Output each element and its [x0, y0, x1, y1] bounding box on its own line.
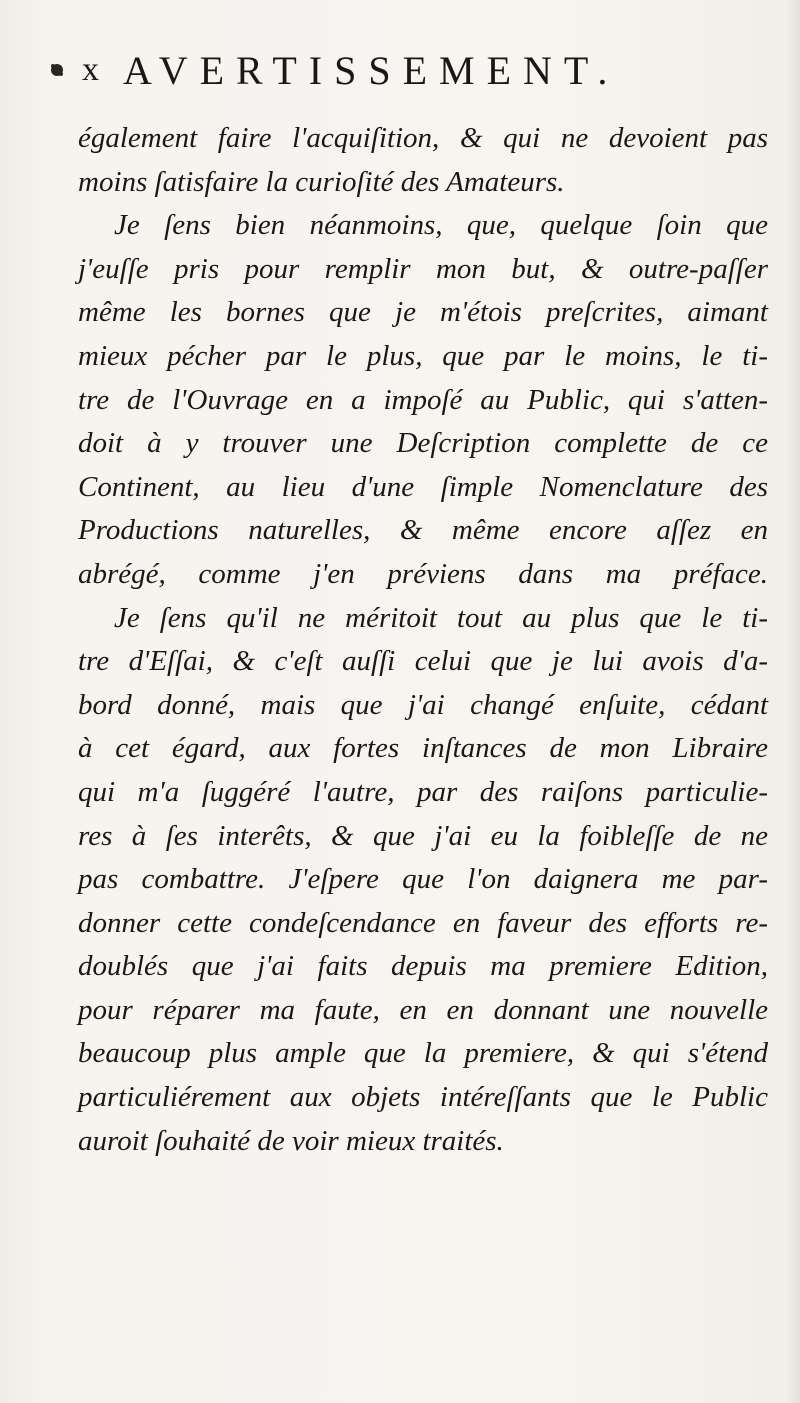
text-line: particuliérement aux objets intéreſſants que le Public	[78, 1081, 768, 1114]
text-line: pour réparer ma faute, en en donnant une nouvelle	[78, 993, 768, 1026]
text-line: mieux pécher par le plus, que par le moins, le ti-	[78, 339, 768, 372]
text-line: moins ſatisfaire la curioſité des Amateurs.	[78, 165, 565, 198]
running-head: AVERTISSEMENT.	[123, 47, 620, 93]
text-line: Je ſens qu'il ne méritoit tout au plus que le ti-	[114, 601, 768, 634]
text-line: Je ſens bien néanmoins, que, quelque ſoin que	[114, 209, 768, 242]
page-edge-shadow	[786, 0, 800, 1403]
text-line: Continent, au lieu d'une ſimple Nomenclature des	[78, 470, 768, 503]
text-line: res à ſes interêts, & que j'ai eu la foibleſſe de ne	[78, 819, 768, 852]
body-text	[78, 117, 768, 1163]
text-line: même les bornes que je m'étois preſcrites, aimant	[78, 296, 768, 329]
text-line: également faire l'acquiſition, & qui ne devoient pas	[78, 122, 768, 154]
text-line: tre d'Eſſai, & c'eſt auſſi celui que je lui avois d'a-	[78, 645, 768, 678]
text-line: donner cette condeſcendance en faveur des efforts re-	[78, 906, 768, 939]
text-line: à cet égard, aux fortes inſtances de mon Libraire	[78, 732, 768, 765]
text-line: doublés que j'ai faits depuis ma premiere Edition,	[78, 950, 768, 983]
text-line: j'euſſe pris pour remplir mon but, & outre-paſſer	[78, 252, 768, 285]
text-line: abrégé, comme j'en préviens dans ma préface.	[78, 557, 768, 590]
ornament-icon	[48, 61, 66, 79]
text-line: Productions naturelles, & même encore aſſez en	[78, 514, 768, 547]
text-line: doit à y trouver une Deſcription complette de ce	[78, 427, 768, 460]
text-line: pas combattre. J'eſpere que l'on daignera me par-	[78, 863, 768, 896]
text-line: beaucoup plus ample que la premiere, & qui s'étend	[78, 1037, 768, 1070]
text-line: bord donné, mais que j'ai changé enſuite, cédant	[78, 688, 768, 721]
text-line: tre de l'Ouvrage en a impoſé au Public, qui s'atten-	[78, 383, 768, 416]
page-number: x	[82, 51, 101, 88]
text-line: auroit ſouhaité de voir mieux traités.	[78, 1124, 504, 1157]
text-line: qui m'a ſuggéré l'autre, par des raiſons particulie-	[78, 775, 768, 808]
page-header	[48, 40, 619, 100]
